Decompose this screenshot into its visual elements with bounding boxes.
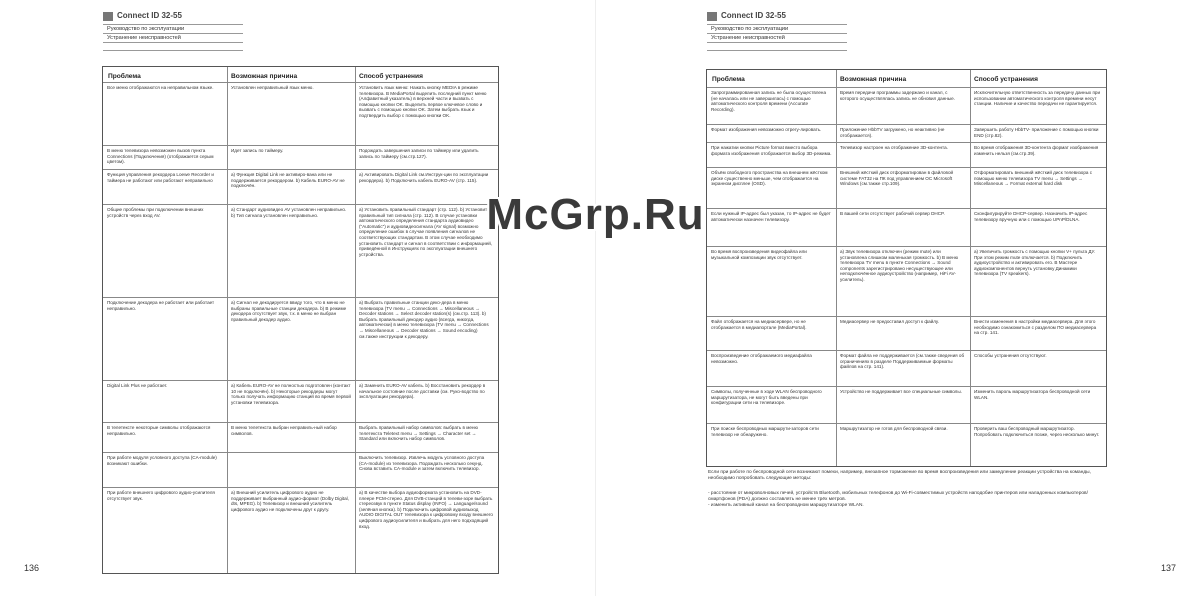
- table-cell-solution: a) Выбрать правильные станции деко-дера в меню телевизора (TV menu → Connections → Miscellaneous → Decoder stations → Select decoder station(s) (см.стр. 113). b) Выбрать правильный декодер аудио (всегда, никогда, автоматически) в меню телевизора (TV menu → Connections → Miscellaneous → Decoder stations → Sound encoding) см.также инструкции к декодеру.: [359, 300, 489, 339]
- table-cell-solution: Во время отображения 3D-контента формат изображения изменить нельзя (см.стр.39).: [974, 145, 1099, 156]
- table-row-separator: [707, 167, 1106, 168]
- table-cell-solution: Выбрать правильный набор символов: выбрать в меню телетекста Teletext menu → Settings → Character set → Standard или включить набор символов.: [359, 425, 478, 442]
- table-row-separator: [103, 145, 498, 146]
- table-cell-problem: При работе внешнего цифрового аудио-усилителя отсутствует звук.: [107, 490, 215, 501]
- manual-title: Connect ID 32-55: [117, 11, 182, 20]
- header-cause: Возможная причина: [231, 73, 298, 80]
- page-number-right: 137: [1161, 563, 1177, 573]
- header-rule: [707, 42, 847, 43]
- table-cell-cause: Формат файла не поддерживается (см.также сведения об ограничениях в разделе Поддерживаемые форматы файлов на стр. 141).: [840, 353, 965, 370]
- table-cell-cause: a) Функция Digital Link не активиро-вана или не поддерживается рекордером. b) Кабель EURO-AV не подключён.: [231, 172, 345, 189]
- table-row-separator: [707, 423, 1106, 424]
- table-cell-solution: Проверить ваш беспроводный маршрутизатор. Попробовать подключиться позже, через несколько минут.: [974, 426, 1100, 437]
- table-cell-cause: В меню телетекста выбран неправиль-ный набор символов.: [231, 425, 337, 436]
- table-cell-problem: Все меню отображаются на неправильном языке.: [107, 85, 214, 90]
- troubleshooting-table: [102, 66, 499, 574]
- header-rule: [103, 42, 243, 43]
- table-row-separator: [707, 350, 1106, 351]
- header-rule: [707, 50, 847, 51]
- table-row-separator: [707, 208, 1106, 209]
- table-row-separator: [103, 487, 498, 488]
- left-page: [0, 0, 595, 596]
- table-cell-problem: Объём свободного пространства на внешнем жёстком диске существенно меньше, чем отображается на экранном дисплее (OSD).: [711, 170, 828, 187]
- header-solution: Способ устранения: [359, 73, 423, 80]
- table-cell-solution: Исключительную ответственность за передачу данных при использовании автоматического контроля времени несут станции. Наличие и качество передачи не гарантируется.: [974, 90, 1101, 107]
- wireless-note-intro: Если при работе по беспроводной сети возникают помехи, например, внезапное торможение во время воспроизведения или замедление реакции устройства на команды, необходимо попробовать следующие методы:: [708, 470, 1091, 481]
- table-cell-problem: В телетексте некоторые символы отображаются неправильно.: [107, 425, 211, 436]
- table-cell-problem: Запрограммированная запись не была осуществлена (не началась или не завершилась) с помощью автоматического контроля времени (Accurate Recording).: [711, 90, 827, 112]
- header-problem: Проблема: [108, 73, 141, 80]
- header-problem: Проблема: [712, 76, 745, 83]
- logo-square-icon: [103, 12, 113, 21]
- table-cell-solution: a) Установить правильный стандарт (стр. 112). b) Установить правильный тип сигнала (стр. 112). В случае установки автоматического определения стандарта аудиовидео ("Automatic") и аудиовидеосигнала (AV signal) возможно определение ошибок в случае появления сигналов не соответствующих стандартам. В этом случае необходимо установить стандарт и сигнал в соответствии с информацией, приведённой в Инструкциях по эксплуатации внешнего устройства.: [359, 207, 493, 257]
- table-cell-problem: Функция управления рекордера Loewe Recorder и таймера не работают или работают неправильно: [107, 172, 214, 183]
- table-cell-cause: Идет запись по таймеру.: [231, 148, 284, 153]
- table-row-separator: [707, 246, 1106, 247]
- table-cell-cause: Время передачи программы задержано и канал, с которого осуществлялась запись не обновил данные.: [840, 90, 955, 101]
- table-cell-cause: Телевизор настроен на отображение 3D-контента.: [840, 145, 948, 150]
- table-row-separator: [707, 386, 1106, 387]
- table-cell-cause: a) Стандарт аудиовидео AV установлен неправильно. b) Тип сигнала установлен неправильно.: [231, 207, 347, 218]
- header-subtitle-2: Устранение неисправностей: [711, 35, 785, 41]
- page-number-left: 136: [24, 563, 40, 573]
- header-rule: [707, 33, 847, 34]
- table-cell-solution: Установить язык меню: Нажать кнопку MEDIA в режиме телевизора. В MediaPortal выделить последний пункт меню (Алфавитный указатель) в верхней части и вызвать с помощью кнопки OK. Выделить первое ключевое слово и вызвать с помощью кнопки OK. Затем выбрать язык и подтвердить выбор с помощью кнопки OK.: [359, 85, 487, 118]
- header-rule: [103, 24, 243, 25]
- table-cell-solution: a) Увеличить громкость с помощью кнопки V+ пульта ДУ. При этом режим mute отключается. b) Подключить аудиоустройство и активировать его. В Мастере аудиокомпонентов вернуть установку Динамики телевизора (TV speakers).: [974, 249, 1096, 277]
- watermark-text: McGrp.Ru: [486, 190, 705, 239]
- table-cell-solution: Способы устранения отсутствуют.: [974, 353, 1047, 358]
- table-row-separator: [707, 124, 1106, 125]
- header-rule: [103, 50, 243, 51]
- table-cell-problem: Формат изображения невозможно отрегу-лировать.: [711, 127, 822, 132]
- table-cell-solution: Подождать завершения записи по таймеру или удалить запись по таймеру (см.стр.127).: [359, 148, 479, 159]
- table-cell-solution: Выключить телевизор. Извлечь модуль условного доступа (CA-module) из телевизора. Подождать несколько секунд. Снова вставить CA-module и затем включить телевизор.: [359, 455, 485, 472]
- table-row-separator: [707, 87, 1106, 88]
- table-row-separator: [103, 452, 498, 453]
- wireless-note-bullet: - расстояние от микроволновых печей, устройств Bluetooth, мобильных телефонов до Wi-Fi-совместимых устройств наподобие принтеров или наладонных компьютеров/смартфонов (PDA) должно составлять не менее трёх метров.: [708, 491, 1088, 502]
- table-row-separator: [103, 82, 498, 83]
- column-divider: [836, 70, 837, 466]
- column-divider: [355, 67, 356, 573]
- right-page: [596, 0, 1191, 596]
- table-row-separator: [103, 297, 498, 298]
- header-subtitle-2: Устранение неисправностей: [107, 35, 181, 41]
- column-divider: [970, 70, 971, 466]
- table-cell-problem: Во время воспроизведения видеофайла или музыкальной композиции звук отсутствует.: [711, 249, 807, 260]
- table-cell-problem: Файл отображается на медиасервере, но не отображается в медиапортале (MediaPortal).: [711, 319, 807, 330]
- table-cell-problem: При поиске беспроводных маршрути-заторов сети телевизор не обнаружено.: [711, 426, 819, 437]
- header-subtitle-1: Руководство по эксплуатации: [107, 26, 185, 32]
- table-cell-cause: a) Сигнал не декодируется ввиду того, что в меню не выбраны правильные станции декодера. b) В режиме декодера отсутствует звук, т.к. в меню не выбран правильный декодер аудио.: [231, 300, 347, 322]
- table-cell-problem: Общие проблемы при подключении внешних устройств через вход AV.: [107, 207, 204, 218]
- logo-square-icon: [707, 12, 717, 21]
- table-cell-solution: Изменить пароль маршрутизатора беспроводной сети WLAN.: [974, 389, 1091, 400]
- header-subtitle-1: Руководство по эксплуатации: [711, 26, 789, 32]
- table-row-separator: [103, 422, 498, 423]
- table-cell-cause: Приложение HbbTV загружено, но неактивно (не отображается).: [840, 127, 945, 138]
- header-rule: [103, 33, 243, 34]
- table-cell-cause: [231, 455, 351, 486]
- manual-title: Connect ID 32-55: [721, 11, 786, 20]
- table-cell-solution: Завершить работу HbbTV- приложение с помощью кнопки END (стр.82).: [974, 127, 1099, 138]
- table-cell-solution: Сконфигурируйте DHCP-сервер. Назначить IP-адрес телевизору вручную или с помощью UPnP/DLNA.: [974, 211, 1088, 222]
- table-cell-cause: Внешний жёсткий диск отформатирован в файловой системе FAT32 на ПК под управлением ОС Microsoft Windows (см.также стр.109).: [840, 170, 954, 187]
- table-cell-solution: a) В качестве выбора аудиоформата установить на DVD-плеере PCM-стерео. Для DVB-станций в телеви-зоре выбрать стереозвук в пункте Status display (INFO) → Language/sound (зелёная кнопка). b) Подключить цифровой аудиовыход AUDIO DIGITAL OUT телевизора к цифровому входу внешнего цифрового аудиоусилителя и выбрать для него подходящий вход.: [359, 490, 493, 529]
- table-row-separator: [707, 316, 1106, 317]
- table-cell-problem: При нажатии кнопки Picture format вместо выбора формата изображения отображается выбор 3D-режима.: [711, 145, 832, 156]
- table-cell-cause: Маршрутизатор не готов для беспроводной связи.: [840, 426, 948, 431]
- table-cell-problem: В меню телевизора невозможен вызов пункта Connections (Подключения) (отображается серым цветом).: [107, 148, 214, 165]
- table-cell-cause: Устройство не поддерживает все специальные символы.: [840, 389, 962, 394]
- table-cell-cause: a) Звук телевизора отключен (режим mute) или установлена слишком маленькая громкость. b) В меню телевизора TV menu в пункте Connections → Sound components зарегистрировано несуществующее или неподключённое аудиоустройство (например, HiFi AV-усилитель).: [840, 249, 959, 282]
- table-cell-cause: Медиасервер не предоставил доступ к файлу.: [840, 319, 940, 324]
- header-rule: [707, 24, 847, 25]
- table-row-separator: [103, 169, 498, 170]
- column-divider: [227, 67, 228, 573]
- table-row-separator: [707, 142, 1106, 143]
- table-cell-cause: В вашей сети отсутствует рабочий сервер DHCP.: [840, 211, 945, 216]
- table-row-separator: [103, 380, 498, 381]
- table-cell-problem: Подключение декодера не работает или работает неправильно.: [107, 300, 215, 311]
- wireless-note-bullet: - изменить активный канал на беспроводном маршрутизаторе WLAN.: [708, 503, 864, 508]
- table-cell-problem: Воспроизведение отображаемого медиафайла невозможно.: [711, 353, 812, 364]
- table-cell-cause: a) Внешний усилитель цифрового аудио не поддерживает выбранный аудио-формат (Dolby Digital, dts, MPEG). b) Телевизор и внешний усилитель цифрового аудио не подключены друг к другу.: [231, 490, 349, 512]
- table-cell-problem: При работе модуля условного доступа (CA-module) возникают ошибки.: [107, 455, 217, 466]
- header-solution: Способ устранения: [974, 76, 1038, 83]
- header-cause: Возможная причина: [840, 76, 907, 83]
- table-cell-cause: Установлен неправильный язык меню.: [231, 85, 314, 90]
- table-cell-problem: Символы, полученные в ходе WLAN беспроводного маршрутизатора, не могут быть введены при конфигурации сети на телевизоре.: [711, 389, 822, 406]
- troubleshooting-table: [706, 69, 1107, 467]
- table-cell-solution: a) Активировать Digital Link см.Инструк-ции по эксплуатации рекордера). b) Подключить кабель EURO-AV (стр. 115).: [359, 172, 489, 183]
- table-cell-solution: Отформатировать внешний жёсткий диск телевизора с помощью меню телевизора TV menu → Settings → Miscellaneous → Format external hard disk: [974, 170, 1093, 187]
- table-cell-problem: Если нужный IP-адрес был указан, то IP-адрес не будет автоматически назначен телевизору.: [711, 211, 831, 222]
- table-cell-problem: Digital Link Plus не работает.: [107, 383, 168, 388]
- table-cell-solution: Внести изменения в настройки медиасервера. Для этого необходимо ознакомиться с разделом ПО медиасервера на стр. 141.: [974, 319, 1097, 336]
- table-cell-cause: a) Кабель EURO-AV не полностью подготовлен (контакт 10 не подключён). b) Некоторые рекордеры могут только получать информацию станций во время первой установки телевизора.: [231, 383, 351, 405]
- table-cell-solution: a) Заменить EURO-AV кабель. b) Восстановить рекордер в начальное состояние после доставки (см. Руко-водство по эксплуатации рекордера).: [359, 383, 486, 400]
- table-row-separator: [103, 204, 498, 205]
